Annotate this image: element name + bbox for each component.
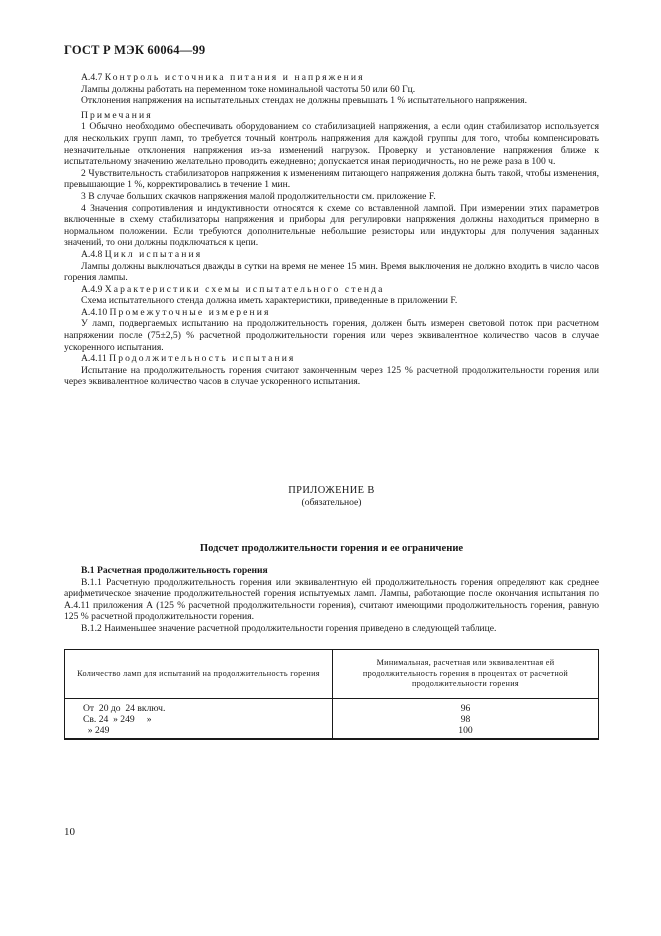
table-header-row bbox=[65, 650, 599, 699]
table-header-count: Количество ламп для испытаний на продолжительность горения bbox=[65, 650, 333, 699]
table-cell-percent bbox=[333, 699, 599, 740]
a49-title: Характеристики схемы испытательного стенда bbox=[104, 283, 385, 295]
row-1-count: От 20 до 24 включ. bbox=[83, 703, 166, 714]
page-header: ГОСТ Р МЭК 60064—99 bbox=[64, 43, 206, 57]
note-2: 2 Чувствительность стабилизаторов напряжения к изменениям питающего напряжения должна быть такой, чтобы изменения, превышающие 1 %, корректировались в течение 1 мин. bbox=[64, 167, 599, 191]
a47-heading bbox=[64, 72, 599, 84]
duration-table bbox=[64, 649, 599, 740]
a411-paragraph: Испытание на продолжительность горения считают законченным через 125 % расчетной продолжительности горения или через эквивалентное количество часов в случае ускоренного испытания. bbox=[64, 364, 599, 388]
b11-paragraph: В.1.1 Расчетную продолжительность горения или эквивалентную ей продолжительность горения определяют как среднее арифметическое значение продолжительностей горения испытуемых ламп. Лампы, работающие после окончания испытания по А.4.11 приложения А (125 % расчетной продолжительности горения), считают имеющими продолжительность горения, равную 125 % расчетной продолжительности горения. bbox=[64, 576, 599, 623]
a48-title: Цикл испытания bbox=[104, 248, 203, 260]
notes-title: Примечания bbox=[81, 109, 153, 121]
section-a4 bbox=[64, 72, 599, 388]
a48-paragraph: Лампы должны выключаться дважды в сутки на время не менее 15 мин. Время выключения не должно входить в число часов горения лампы. bbox=[64, 260, 599, 284]
a49-number: А.4.9 bbox=[81, 283, 103, 295]
page-number: 10 bbox=[64, 826, 75, 838]
a47-number: А.4.7 bbox=[81, 72, 103, 83]
a411-heading bbox=[64, 353, 599, 365]
a47-paragraph-1: Лампы должны работать на переменном токе номинальной частоты 50 или 60 Гц. bbox=[81, 83, 416, 95]
note-1: 1 Обычно необходимо обеспечивать оборудованием со стабилизацией напряжения, а если один стабилизатор используется для нескольких групп ламп, то требуется точный контроль напряжения для каждой группы для того, чтобы компенсировать незначительные отклонения напряжения из-за изменений нагрузок. Проверку и установление напряжения ближе к испытательному значению желательно проводить ежедневно; допускается иная периодичность, но не реже раза в 100 ч. bbox=[64, 121, 599, 168]
a411-title: Продолжительность испытания bbox=[109, 353, 296, 365]
a49-heading bbox=[64, 284, 599, 296]
b1-heading: В.1 Расчетная продолжительность горения bbox=[81, 565, 268, 576]
a47-paragraph-2: Отклонения напряжения на испытательных стендах не должны превышать 1 % испытательного напряжения. bbox=[81, 95, 527, 107]
a48-heading bbox=[64, 249, 599, 261]
a48-number: А.4.8 bbox=[81, 248, 103, 260]
a410-paragraph: У ламп, подвергаемых испытанию на продолжительность горения, должен быть измерен световой поток при расчетном напряжении после (75±2,5) % расчетной продолжительности горения или через эквивалентное количество часов в случае ускоренного испытания. bbox=[64, 318, 599, 353]
table-header-percent: Минимальная, расчетная или эквивалентная ей продолжительность горения в процентах от расчетной продолжительности горения bbox=[333, 650, 599, 699]
a47-title: Контроль источника питания и напряжения bbox=[104, 72, 365, 83]
section-b1 bbox=[64, 565, 599, 635]
row-3-count: » 249 bbox=[83, 725, 110, 736]
b12-paragraph: В.1.2 Наименьшее значение расчетной продолжительности горения приведено в следующей таблице. bbox=[81, 622, 497, 634]
row-1-percent: 96 bbox=[460, 703, 471, 714]
a410-heading bbox=[64, 307, 599, 319]
row-2-percent: 98 bbox=[460, 714, 471, 725]
annex-subtitle: (обязательное) bbox=[301, 497, 362, 508]
a411-number: А.4.11 bbox=[81, 353, 107, 365]
a410-number: А.4.10 bbox=[81, 306, 108, 318]
a49-paragraph: Схема испытательного стенда должна иметь характеристики, приведенные в приложении F. bbox=[81, 295, 458, 307]
note-4: 4 Значения сопротивления и индуктивности относятся к схеме со вставленной лампой. При измерении этих параметров включенные в схему стабилизаторы напряжения и приборы для регулировки напряжения должны находиться примерно в нормальном положении. Если требуются дополнительные небольшие резисторы или индукторы для получения заданных значений, то они должны подключаться к цепи. bbox=[64, 202, 599, 249]
table-cell-count bbox=[65, 699, 333, 740]
a410-title: Промежуточные измерения bbox=[109, 306, 271, 318]
annex-heading: Подсчет продолжительности горения и ее ограничение bbox=[199, 543, 464, 554]
annex-title: ПРИЛОЖЕНИЕ В bbox=[288, 485, 375, 496]
row-2-count: Св. 24 » 249 » bbox=[83, 714, 152, 725]
table-row bbox=[65, 699, 599, 740]
note-3: 3 В случае больших скачков напряжения малой продолжительности см. приложение F. bbox=[81, 190, 436, 202]
row-3-percent: 100 bbox=[458, 725, 473, 736]
